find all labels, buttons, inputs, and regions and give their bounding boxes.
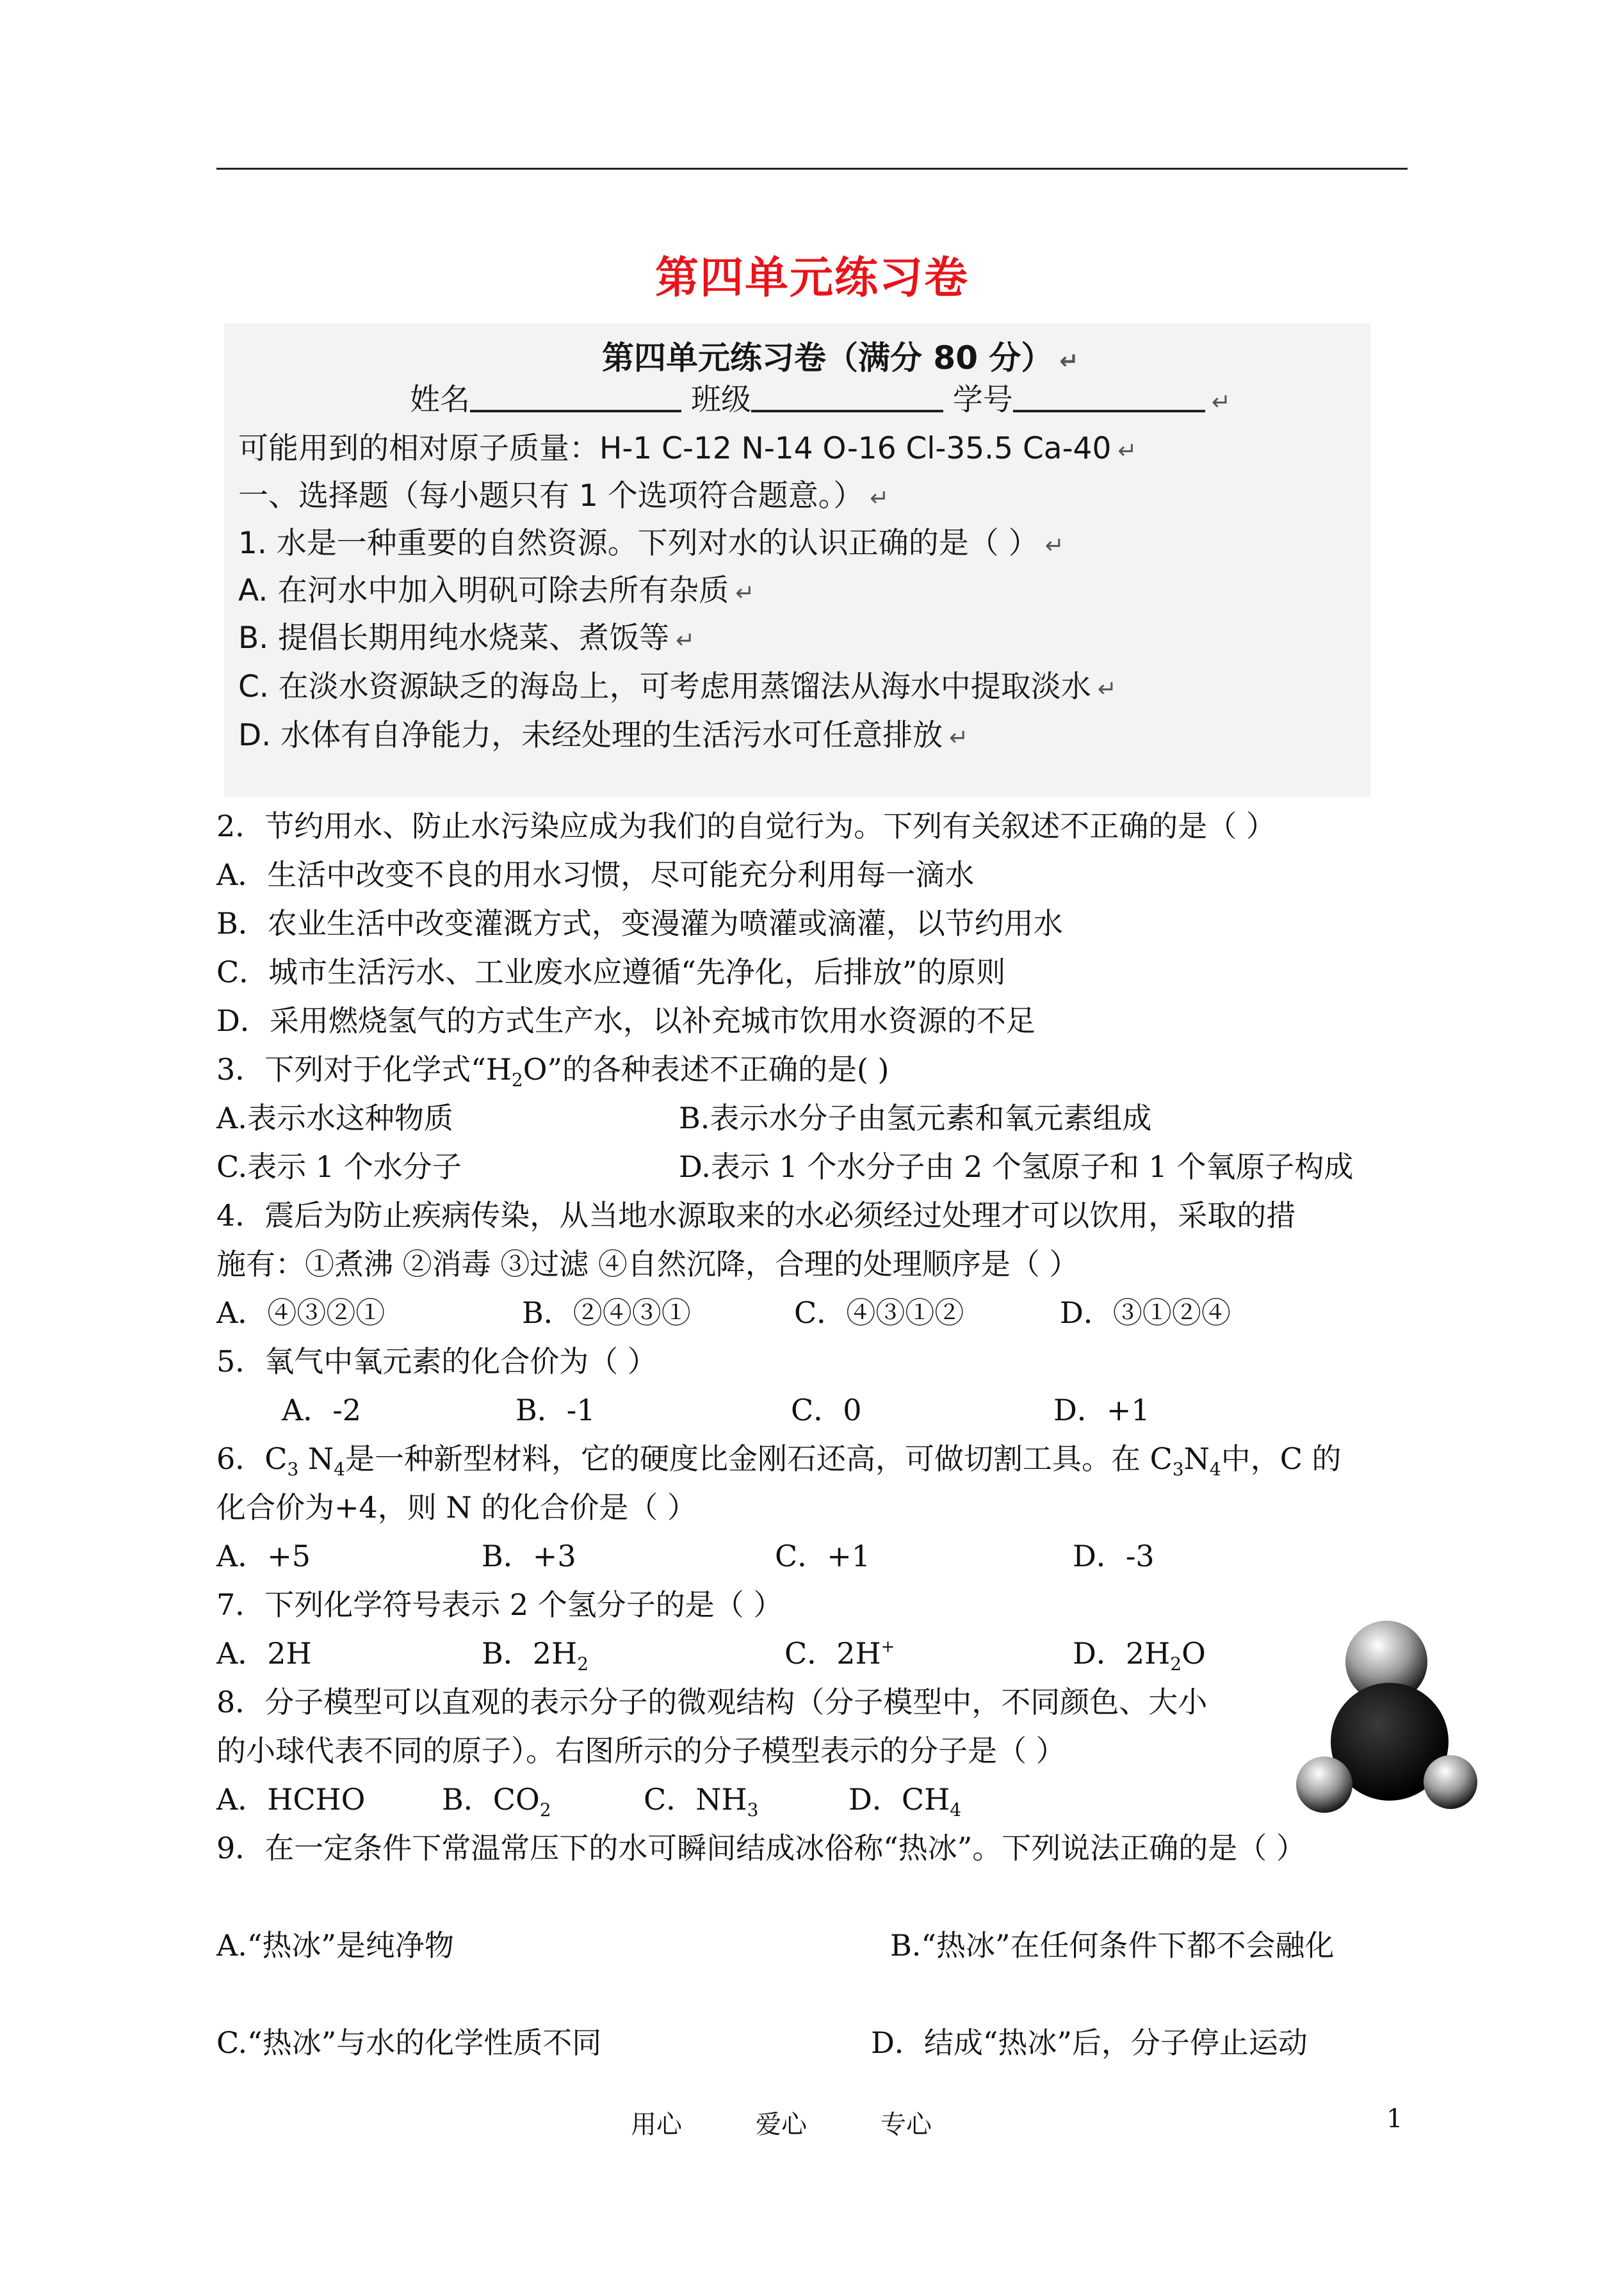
q5-option-b: B．-1 bbox=[516, 1393, 596, 1427]
q7-option-b: B．$2H_2$ bbox=[482, 1636, 589, 1675]
footer-motto-1: 用心 bbox=[631, 2110, 682, 2139]
q2-option-c: C．城市生活污水、工业废水应遵循“先净化，后排放”的原则 bbox=[216, 955, 1006, 989]
class-blank bbox=[751, 384, 943, 412]
header-rule bbox=[216, 168, 1408, 170]
section-heading: 一、选择题（每小题只有 1 个选项符合题意。） ↵ bbox=[238, 478, 889, 514]
q9-option-d: D．结成“热冰”后，分子停止运动 bbox=[871, 2025, 1308, 2060]
q3-option-d: D.表示 1 个水分子由 2 个氢原子和 1 个氧原子构成 bbox=[679, 1149, 1354, 1184]
q4-option-a: A．④③②① bbox=[216, 1295, 386, 1330]
q5-stem: 5．氧气中氧元素的化合价为（ ） bbox=[216, 1344, 657, 1379]
q4-option-d: D．③①②④ bbox=[1060, 1295, 1231, 1330]
q6-option-b: B．+3 bbox=[482, 1539, 576, 1573]
q8-option-b: B．$CO_2$ bbox=[442, 1782, 551, 1821]
q4-stem-line2: 施有：①煮沸 ②消毒 ③过滤 ④自然沉降，合理的处理顺序是（ ） bbox=[216, 1247, 1079, 1281]
class-label: 班级 bbox=[690, 382, 751, 418]
q1-option-c: C. 在淡水资源缺乏的海岛上，可考虑用蒸馏法从海水中提取淡水 ↵ bbox=[238, 669, 1117, 704]
q7-option-a: A．2H bbox=[216, 1636, 312, 1671]
q8-option-c: C．$NH_3$ bbox=[644, 1782, 759, 1821]
id-blank bbox=[1013, 384, 1205, 412]
left-atom-sphere bbox=[1296, 1756, 1352, 1813]
q6-option-c: C．+1 bbox=[775, 1539, 871, 1573]
q9-option-c: C.“热冰”与水的化学性质不同 bbox=[216, 2025, 602, 2060]
q3-option-b: B.表示水分子由氢元素和氧元素组成 bbox=[679, 1101, 1152, 1135]
q6-option-d: D．-3 bbox=[1073, 1539, 1155, 1573]
id-label: 学号 bbox=[952, 382, 1013, 418]
q9-option-a: A.“热冰”是纯净物 bbox=[216, 1928, 454, 1963]
q4-option-b: B．②④③① bbox=[522, 1295, 691, 1330]
q1-stem: 1. 水是一种重要的自然资源。下列对水的认识正确的是（ ） ↵ bbox=[238, 526, 1064, 561]
q8-option-a: A．HCHO bbox=[216, 1782, 366, 1817]
q8-stem-line2: 的小球代表不同的原子）。右图所示的分子模型表示的分子是（ ） bbox=[216, 1733, 1066, 1768]
q3-stem: 3．下列对于化学式“$H_2O$”的各种表述不正确的是( ) bbox=[216, 1052, 889, 1091]
scan-heading: 第四单元练习卷（满分 80 分） ↵ bbox=[602, 339, 1079, 377]
molecule-model-image bbox=[1294, 1617, 1479, 1815]
q5-option-c: C．0 bbox=[791, 1393, 862, 1427]
q4-option-c: C．④③①② bbox=[794, 1295, 964, 1330]
q2-option-d: D．采用燃烧氢气的方式生产水，以补充城市饮用水资源的不足 bbox=[216, 1003, 1035, 1038]
q7-option-d: D．$2H_2O$ bbox=[1073, 1636, 1206, 1675]
q3-option-c: C.表示 1 个水分子 bbox=[216, 1149, 462, 1184]
q2-option-a: A．生活中改变不良的用水习惯，尽可能充分利用每一滴水 bbox=[216, 857, 975, 892]
q2-stem: 2．节约用水、防止水污染应成为我们的自觉行为。下列有关叙述不正确的是（ ） bbox=[216, 809, 1276, 843]
q2-option-b: B．农业生活中改变灌溉方式，变漫灌为喷灌或滴灌，以节约用水 bbox=[216, 906, 1063, 941]
q6-stem-line1: 6．$C_3$ $N_4$是一种新型材料，它的硬度比金刚石还高，可做切割工具。在 $C_3N_4$中，C 的 bbox=[216, 1441, 1342, 1480]
q6-stem-line2: 化合价为+4，则 N 的化合价是（ ） bbox=[216, 1490, 697, 1525]
q3-option-a: A.表示水这种物质 bbox=[216, 1101, 453, 1135]
q9-option-b: B.“热冰”在任何条件下都不会融化 bbox=[890, 1928, 1335, 1963]
q4-stem-line1: 4．震后为防止疾病传染，从当地水源取来的水必须经过处理才可以饮用，采取的措 bbox=[216, 1198, 1296, 1233]
page-number: 1 bbox=[1386, 2104, 1403, 2134]
q9-stem: 9．在一定条件下常温常压下的水可瞬间结成冰俗称“热冰”。下列说法正确的是（ ） bbox=[216, 1831, 1306, 1865]
q5-option-d: D．+1 bbox=[1053, 1393, 1150, 1427]
q6-option-a: A．+5 bbox=[216, 1539, 311, 1573]
q8-stem-line1: 8．分子模型可以直观的表示分子的微观结构（分子模型中，不同颜色、大小 bbox=[216, 1685, 1208, 1719]
footer-motto-2: 爱心 bbox=[756, 2110, 807, 2139]
name-label: 姓名 bbox=[410, 382, 470, 418]
q7-stem: 7．下列化学符号表示 2 个氢分子的是（ ） bbox=[216, 1587, 783, 1622]
scanned-exam-header-image bbox=[224, 323, 1370, 797]
q5-option-a: A．-2 bbox=[282, 1393, 362, 1427]
q1-option-d: D. 水体有自净能力，未经处理的生活污水可任意排放 ↵ bbox=[238, 718, 969, 753]
right-atom-sphere bbox=[1424, 1755, 1477, 1809]
q8-option-d: D．$CH_4$ bbox=[849, 1782, 962, 1821]
atomic-masses-line: 可能用到的相对原子质量：H-1 C-12 N-14 O-16 Cl-35.5 Ca-40 ↵ bbox=[238, 431, 1137, 466]
footer-motto-3: 专心 bbox=[881, 2110, 932, 2139]
q1-option-a: A. 在河水中加入明矾可除去所有杂质 ↵ bbox=[238, 573, 755, 608]
student-info-line: 姓名 班级 学号 ↵ bbox=[410, 382, 1231, 418]
page-title: 第四单元练习卷 bbox=[654, 252, 969, 304]
name-blank bbox=[470, 384, 681, 412]
q7-option-c: C．2H+ bbox=[784, 1636, 895, 1671]
q1-option-b: B. 提倡长期用纯水烧菜、煮饭等 ↵ bbox=[238, 620, 695, 656]
